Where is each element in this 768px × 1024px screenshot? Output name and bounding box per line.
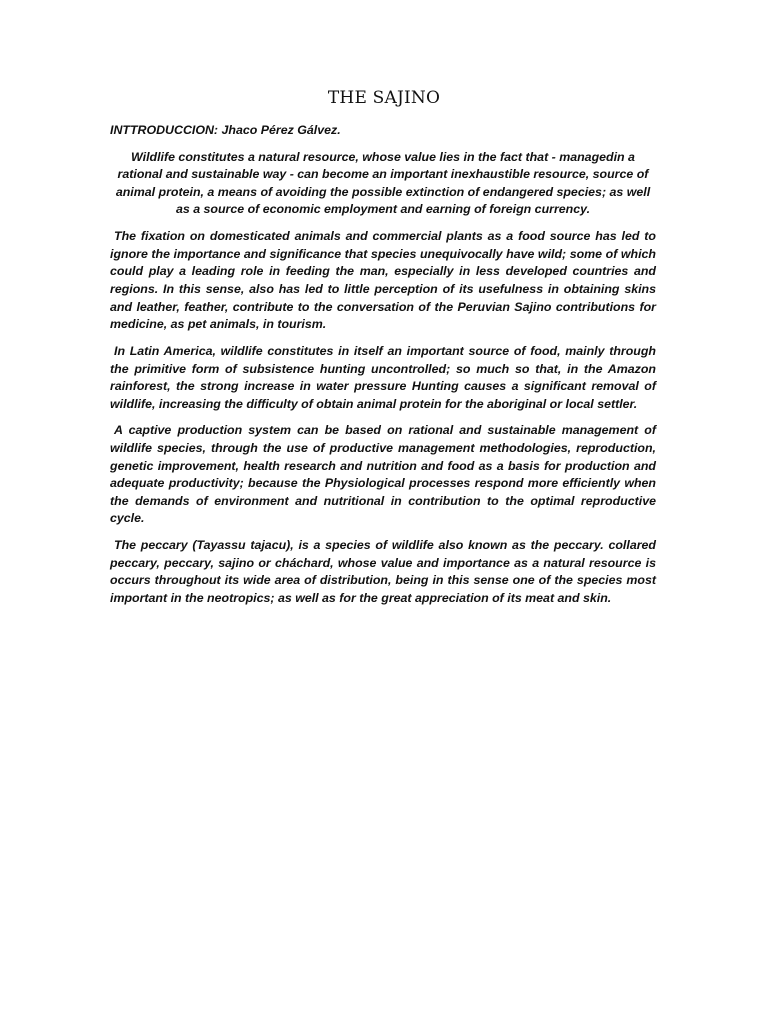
document-title: THE SAJINO (327, 88, 441, 108)
paragraph-2: The fixation on domesticated animals and commercial plants as a food source has led to ignore the importance and significance that species unequivocally have wild; some of which could play a leading role in feeding the man, especially in less developed countries and regions. In this sense, also has led to little perception of its usefulness in obtaining skins and leather, feather, contribute to the conversation of the Peruvian Sajino contributions for medicine, as pet animals, in tourism. (110, 229, 656, 332)
intro-line: INTTRODUCCION: Jhaco Pérez Gálvez. (110, 123, 341, 137)
paragraph-5: The peccary (Tayassu tajacu), is a species of wildlife also known as the peccary. collared peccary, peccary, sajino or cháchard, whose value and importance as a natural resource is occurs throughout its wide area of distribution, being in this sense one of the species most important in the neotropics; as well as for the great appreciation of its meat and skin. (110, 538, 656, 605)
paragraph-4: A captive production system can be based on rational and sustainable management of wildlife species, through the use of productive management methodologies, reproduction, genetic improvement, health research and nutrition and food as a basis for production and adequate productivity; because the Physiological processes respond more efficiently when the demands of environment and nutritional in contribution to the optimal reproductive cycle. (110, 423, 656, 526)
document-body (110, 122, 656, 617)
paragraph-1: Wildlife constitutes a natural resource, whose value lies in the fact that - managedin a rational and sustainable way - can become an important inexhaustible resource, source of animal protein, a means of avoiding the possible extinction of endangered species; as well as a source of economic employment and earning of foreign currency. (115, 149, 651, 217)
paragraph-3: In Latin America, wildlife constitutes in itself an important source of food, mainly through the primitive form of subsistence hunting uncontrolled; so much so that, in the Amazon rainforest, the strong increase in water pressure Hunting causes a significant removal of wildlife, increasing the difficulty of obtain animal protein for the aboriginal or local settler. (110, 343, 656, 411)
